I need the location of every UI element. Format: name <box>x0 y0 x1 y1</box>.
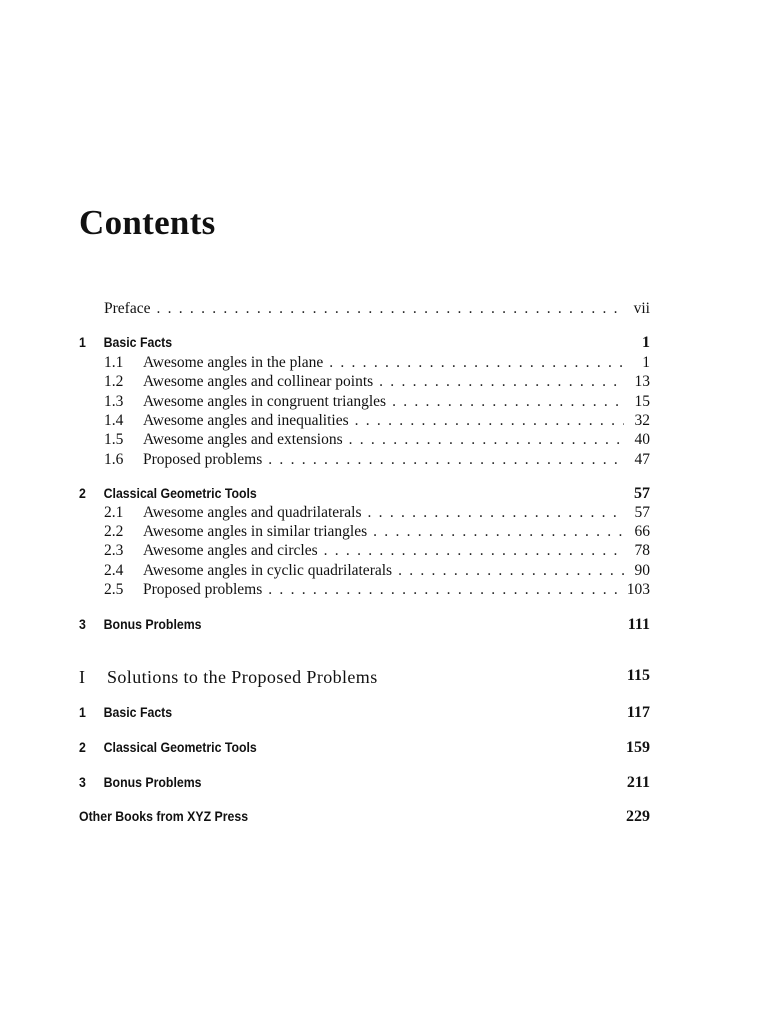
toc-chapter-2[interactable] <box>79 485 650 505</box>
toc-chapter-number: 3 <box>79 616 86 632</box>
toc-part-chapter-1[interactable] <box>79 704 650 724</box>
toc-part-page: 115 <box>626 667 650 684</box>
dot-leader <box>324 541 624 560</box>
dot-leader <box>373 522 624 541</box>
dot-leader <box>268 580 620 599</box>
toc-chapter-page: 57 <box>634 485 650 502</box>
toc-chapter-number: 3 <box>79 774 86 790</box>
toc-chapter-title: Basic Facts <box>103 704 173 720</box>
toc-part-number: I <box>79 667 86 687</box>
dot-leader <box>268 450 624 469</box>
toc-chapter-number: 1 <box>79 704 86 720</box>
toc-part-chapter-2[interactable] <box>79 739 650 759</box>
toc-section[interactable]: 2.5 Proposed problems . . . 103 <box>79 580 650 599</box>
dot-leader <box>368 503 624 522</box>
toc-section[interactable]: 1.5 Awesome angles and extensions . . . 40 <box>79 430 650 449</box>
toc-chapter-page: 211 <box>626 774 650 791</box>
toc-chapter-3[interactable] <box>79 616 650 636</box>
toc-section[interactable]: 1.4 Awesome angles and inequalities . . . 32 <box>79 411 650 430</box>
toc-chapter-page: 229 <box>626 808 650 825</box>
toc-part-title: Solutions to the Proposed Problems <box>107 667 378 687</box>
toc-chapter-page: 159 <box>626 739 650 756</box>
toc-section[interactable]: 1.2 Awesome angles and collinear points . . . 13 <box>79 372 650 391</box>
toc-section[interactable]: 1.1 Awesome angles in the plane . . . 1 <box>79 353 650 372</box>
toc-section[interactable]: 2.3 Awesome angles and circles . . . 78 <box>79 541 650 560</box>
toc-chapter-1[interactable] <box>79 334 650 354</box>
toc-section[interactable]: 1.3 Awesome angles in congruent triangles . . . 15 <box>79 392 650 411</box>
toc-chapter-title: Bonus Problems <box>103 774 202 790</box>
dot-leader <box>379 372 624 391</box>
toc-section[interactable]: 1.6 Proposed problems . . . 47 <box>79 450 650 469</box>
dot-leader <box>398 561 624 580</box>
toc-chapter-title: Bonus Problems <box>103 616 202 632</box>
toc-chapter-number: 1 <box>79 334 86 350</box>
toc-section[interactable]: 2.4 Awesome angles in cyclic quadrilaterals . . . 90 <box>79 561 650 580</box>
toc-entry-title: Preface <box>104 300 151 317</box>
toc-section[interactable]: 2.1 Awesome angles and quadrilaterals . . . 57 <box>79 503 650 522</box>
toc-section[interactable]: 2.2 Awesome angles in similar triangles . . . 66 <box>79 522 650 541</box>
dot-leader <box>329 353 624 372</box>
dot-leader <box>156 299 624 318</box>
toc-part-chapter-3[interactable] <box>79 774 650 794</box>
page-title: Contents <box>79 203 216 242</box>
toc-chapter-title: Classical Geometric Tools <box>103 739 257 755</box>
toc-entry-preface[interactable] <box>79 299 650 318</box>
dot-leader <box>355 411 624 430</box>
toc-chapter-title: Classical Geometric Tools <box>103 485 257 501</box>
toc-chapter-page: 1 <box>642 334 650 351</box>
toc-part-1[interactable] <box>79 667 650 691</box>
dot-leader <box>392 392 624 411</box>
dot-leader <box>349 430 624 449</box>
toc-other-books[interactable] <box>79 808 650 828</box>
toc-chapter-title: Other Books from XYZ Press <box>79 808 249 824</box>
toc-chapter-number: 2 <box>79 485 86 501</box>
toc-entry-page: vii <box>633 300 650 317</box>
toc-chapter-page: 111 <box>627 616 650 633</box>
toc-chapter-number: 2 <box>79 739 86 755</box>
toc-chapter-title: Basic Facts <box>103 334 173 350</box>
toc-chapter-page: 117 <box>626 704 650 721</box>
